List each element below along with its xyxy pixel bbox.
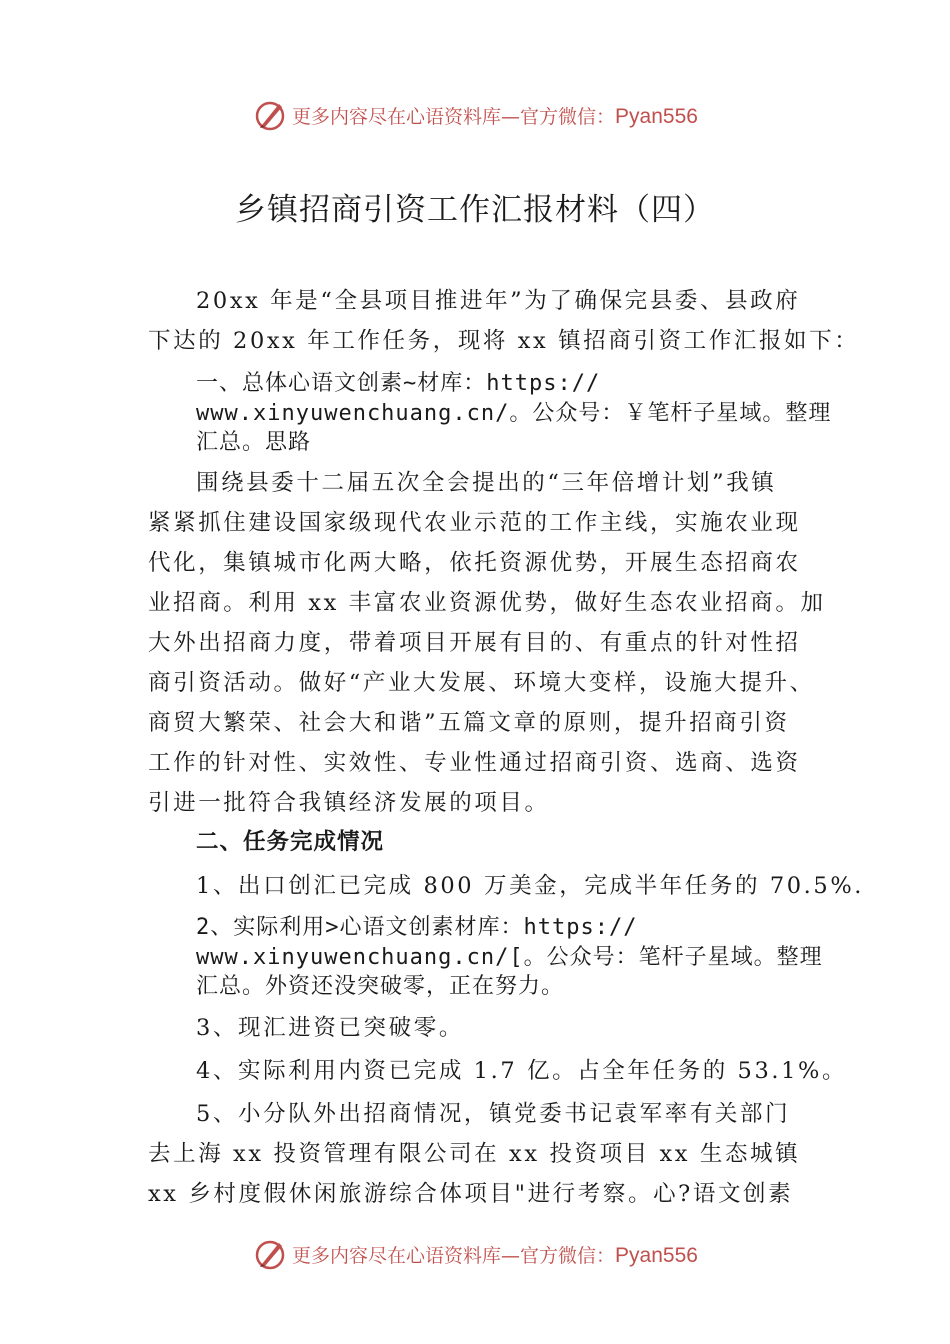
paragraph-line: 商引资活动。做好“产业大发展、环境大变样，设施大提升、 [148,670,815,696]
paragraph-line: 20xx 年是“全县项目推进年”为了确保完县委、县政府 [196,288,801,314]
footer-watermark-banner [0,1234,950,1274]
paragraph-line: 业招商。利用 xx 丰富农业资源优势，做好生态农业招商。加 [148,590,826,616]
banner-text: 更多内容尽在心语资料库—官方微信：Pyan556 [292,104,698,128]
paragraph-line: 汇总。思路 [196,430,312,455]
paragraph-line: www.xinyuwenchuang.cn/[。公众号：笔杆子星域。整理 [196,945,823,970]
paragraph-line: 下达的 20xx 年工作任务，现将 xx 镇招商引资工作汇报如下： [148,328,860,354]
paragraph-line: 工作的针对性、实效性、专业性通过招商引资、选商、选资 [148,750,801,776]
document-title: 乡镇招商引资工作汇报材料（四） [235,192,715,228]
paragraph-line: 去上海 xx 投资管理有限公司在 xx 投资项目 xx 生态城镇 [148,1141,801,1167]
paragraph-line: 5、小分队外出招商情况，镇党委书记袁军率有关部门 [196,1101,791,1127]
paragraph-line: 3、现汇进资已突破零。 [196,1015,464,1041]
paragraph-line: xx 乡村度假休闲旅游综合体项目"进行考察。心?语文创素 [148,1181,794,1207]
wechat-id: Pyan556 [615,1243,698,1267]
paragraph-line: 紧紧抓住建设国家级现代农业示范的工作主线，实施农业现 [148,510,801,536]
paragraph-line: 1、出口创汇已完成 800 万美金，完成半年任务的 70.5%. [196,873,865,899]
header-watermark-banner [0,95,950,135]
paragraph-line: 汇总。外资还没突破零，正在努力。 [196,974,565,999]
paragraph-line: 大外出招商力度，带着项目开展有目的、有重点的针对性招 [148,630,801,656]
paragraph-line: 商贸大繁荣、社会大和谐”五篇文章的原则，提升招商引资 [148,710,790,736]
pen-logo-icon [252,97,288,133]
banner-text: 更多内容尽在心语资料库—官方微信：Pyan556 [292,1243,698,1267]
paragraph-line: 4、实际利用内资已完成 1.7 亿。占全年任务的 53.1%。 [196,1058,848,1084]
pen-logo-icon [252,1236,288,1272]
paragraph-line: 2、实际利用>心语文创素材库：https:// [196,915,638,940]
paragraph-line: 围绕县委十二届五次全会提出的“三年倍增计划”我镇 [196,470,777,496]
paragraph-line: 一、总体心语文创素~材库：https:// [196,371,601,396]
paragraph-line: 代化，集镇城市化两大略，依托资源优势，开展生态招商农 [148,550,801,576]
section-heading: 二、任务完成情况 [196,829,385,855]
wechat-id: Pyan556 [615,104,698,128]
paragraph-line: 引进一批符合我镇经济发展的项目。 [148,790,550,816]
paragraph-line: www.xinyuwenchuang.cn/。公众号：￥笔杆子星域。整理 [196,401,832,426]
